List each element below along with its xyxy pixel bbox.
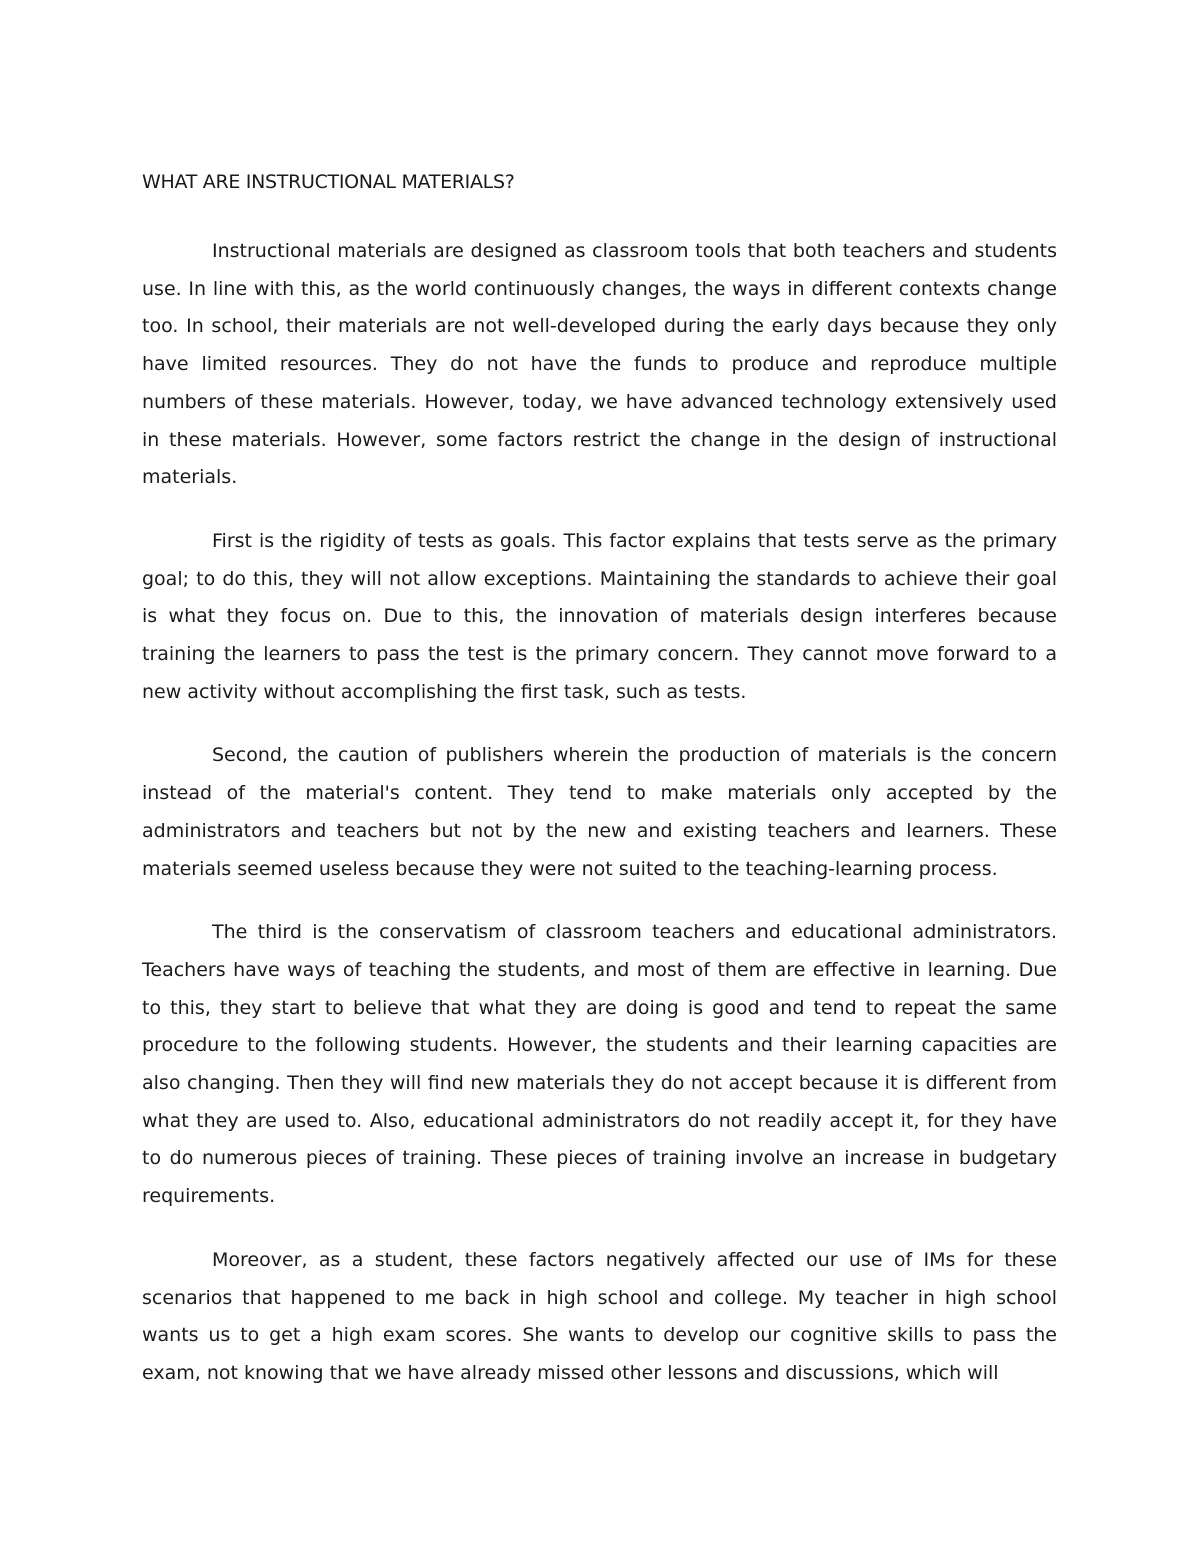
paragraph-4: The third is the conservatism of classroom teachers and educational administrators. Teachers have ways of teaching the students, and most of them are effective in learning. Due to this, they start to believe that what they are doing is good and tend to repeat the same procedure to the following students. However, the students and their learning capacities are also changing. Then they will find new materials they do not accept because it is different from what they are used to. Also, educational administrators do not readily accept it, for they have to do numerous pieces of training. These pieces of training involve an increase in budgetary requirements. xyxy=(142,921,1057,1208)
document-title: WHAT ARE INSTRUCTIONAL MATERIALS? xyxy=(142,171,515,193)
paragraph-2: First is the rigidity of tests as goals. This factor explains that tests serve as the primary goal; to do this, they will not allow exceptions. Maintaining the standards to achieve their goal is what they focus on. Due to this, the innovation of materials design interferes because training the learners to pass the test is the primary concern. They cannot move forward to a new activity without accomplishing the first task, such as tests. xyxy=(142,529,1057,703)
paragraph-1: Instructional materials are designed as classroom tools that both teachers and students use. In line with this, as the world continuously changes, the ways in different contexts change too. In school, their materials are not well-developed during the early days because they only have limited resources. They do not have the funds to produce and reproduce multiple numbers of these materials. However, today, we have advanced technology extensively used in these materials. However, some factors restrict the change in the design of instructional materials. xyxy=(142,240,1057,489)
document-body xyxy=(142,169,1057,1393)
paragraph-5: Moreover, as a student, these factors negatively affected our use of IMs for these scenarios that happened to me back in high school and college. My teacher in high school wants us to get a high exam scores. She wants to develop our cognitive skills to pass the exam, not knowing that we have already missed other lessons and discussions, which will xyxy=(142,1248,1057,1384)
paragraph-3: Second, the caution of publishers wherein the production of materials is the concern instead of the material's content. They tend to make materials only accepted by the administrators and teachers but not by the new and existing teachers and learners. These materials seemed useless because they were not suited to the teaching-learning process. xyxy=(142,744,1057,880)
